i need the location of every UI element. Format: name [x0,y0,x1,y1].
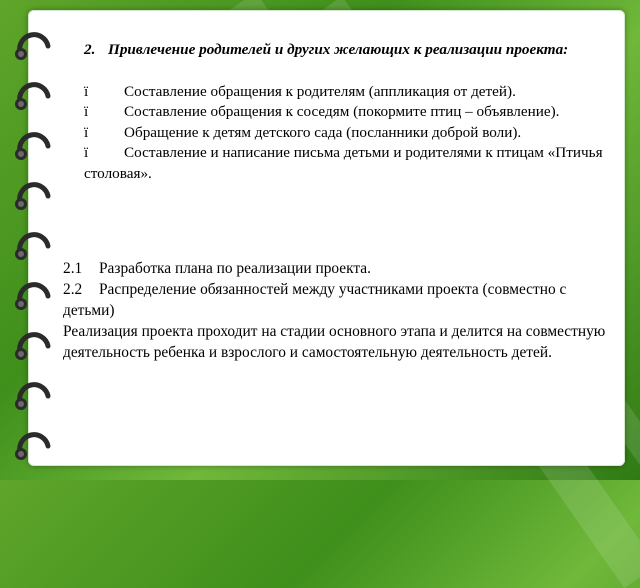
step-text: Распределение обязанностей между участниками проекта (совместно с детьми) [63,281,567,319]
bullet-list [84,82,609,184]
section-heading [84,40,604,60]
bullet-text: Составление обращения к соседям (покормите птиц – объявление). [124,103,560,121]
bullet-marker: ï [84,123,89,141]
step-number: 2.2 [63,281,83,298]
list-item [84,143,609,184]
step-number: 2.1 [63,260,83,277]
list-item [84,123,609,143]
bullet-marker: ï [84,144,89,162]
heading-text: Привлечение родителей и других желающих к реализации проекта: [108,41,569,58]
step-list [63,258,608,363]
list-item [63,279,608,321]
step-text: Разработка плана по реализации проекта. [99,260,371,277]
bullet-text: Обращение к детям детского сада (посланники доброй воли). [124,123,522,141]
heading-number: 2. [84,41,96,58]
bullet-text: Составление и написание письма детьми и родителями к птицам «Птичья столовая». [84,144,603,182]
list-item [84,82,609,102]
list-item [63,258,608,279]
bullet-marker: ï [84,103,89,121]
bullet-marker: ï [84,83,89,100]
bullet-text: Составление обращения к родителям (аппликация от детей). [124,83,516,100]
description-paragraph: Реализация проекта проходит на стадии основного этапа и делится на совместную деятельность ребенка и взрослого и самостоятельную деятельность детей. [63,323,606,361]
list-item [84,102,609,122]
